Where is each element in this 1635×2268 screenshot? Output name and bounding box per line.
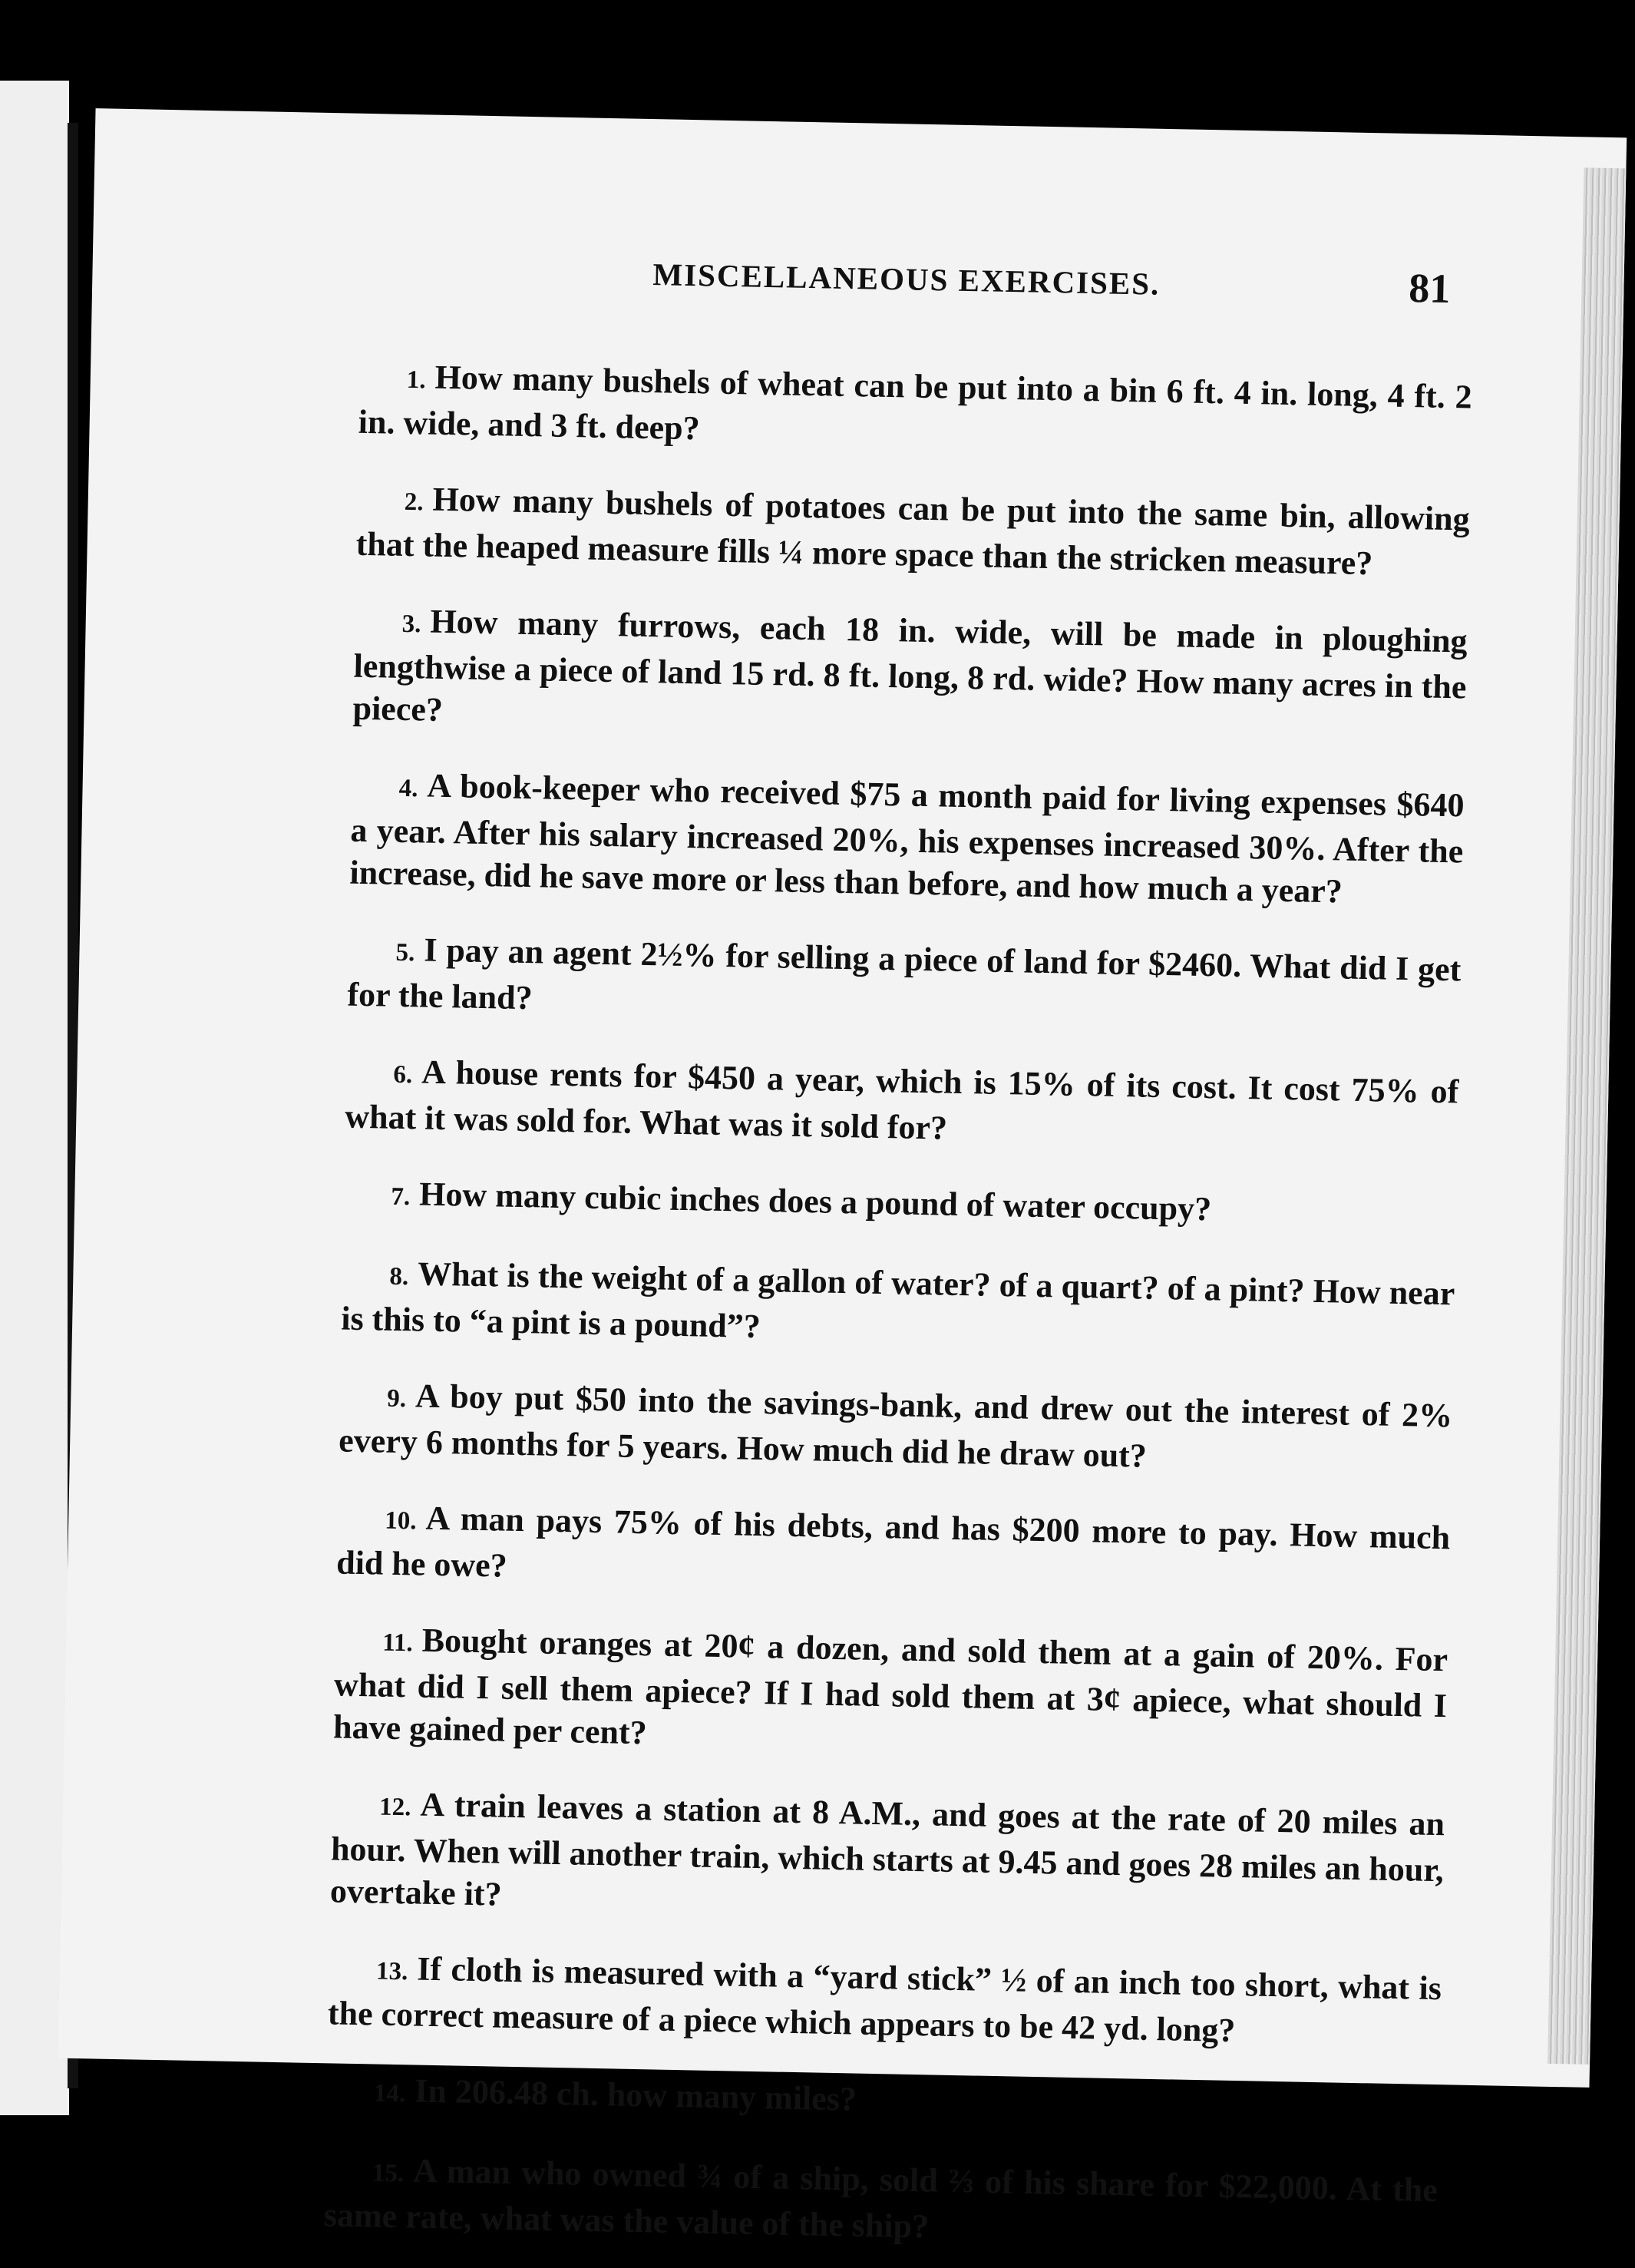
- exercise-number: 12.: [378, 1793, 411, 1822]
- exercise-item: [325, 2068, 1439, 2135]
- exercise-item: [352, 599, 1468, 751]
- book-page: [58, 108, 1627, 2246]
- exercise-item: [327, 1946, 1442, 2055]
- exercise-number: 3.: [401, 610, 421, 639]
- exercise-item: [355, 477, 1470, 587]
- exercise-item: [345, 1050, 1459, 1159]
- running-head: MISCELLANEOUS EXERCISES.: [652, 256, 1161, 302]
- exercise-number: 14.: [373, 2079, 406, 2108]
- exercise-text: How many bushels of potatoes can be put into the same bin, allowing that the heaped measure fills ¼ more space than the stricken measure?: [355, 480, 1471, 583]
- exercise-text: A boy put $50 into the savings-bank, and drew out the interest of 2% every 6 months for 5 years. How much did he draw out?: [338, 1377, 1453, 1475]
- exercise-list: [323, 321, 1473, 2265]
- exercise-number: 6.: [393, 1060, 413, 1089]
- exercise-number: 15.: [372, 2159, 405, 2188]
- exercise-text: How many cubic inches does a pound of water occupy?: [418, 1175, 1212, 1228]
- exercise-text: If cloth is measured with a “yard stick” ½ of an inch too short, what is the correct measure of a piece which appears to be 42 yd. long?: [327, 1949, 1442, 2050]
- exercise-number: 2.: [404, 488, 424, 517]
- exercise-number: 7.: [391, 1182, 411, 1212]
- exercise-item: [333, 1617, 1448, 1769]
- exercise-item: [347, 927, 1462, 1037]
- exercise-item: [336, 1495, 1451, 1605]
- exercise-text: A man who owned ¾ of a ship, sold ⅔ of his share for $22,000. At the same rate, what was the value of the ship?: [323, 2151, 1438, 2246]
- exercise-text: What is the weight of a gallon of water? of a quart? of a pint? How near is this to “a pint is a pound”?: [340, 1255, 1455, 1346]
- exercise-number: 13.: [375, 1957, 408, 1986]
- exercise-number: 5.: [395, 938, 415, 967]
- exercise-number: 8.: [389, 1262, 409, 1291]
- exercise-item: [323, 2147, 1438, 2257]
- exercise-item: [343, 1172, 1457, 1239]
- page-header: [92, 245, 1498, 318]
- exercise-item: [349, 763, 1465, 915]
- exercise-text: In 206.48 ch. how many miles?: [414, 2071, 857, 2118]
- exercise-text: How many furrows, each 18 in. wide, will be made in ploughing lengthwise a piece of land 15 rd. 8 ft. long, 8 rd. wide? How many acres in the piece?: [352, 602, 1468, 729]
- exercise-item: [358, 355, 1472, 465]
- exercise-text: A house rents for $450 a year, which is 15% of its cost. It cost 75% of what it was sold for. What was it sold for?: [344, 1053, 1459, 1147]
- exercise-text: Bought oranges at 20¢ a dozen, and sold them at a gain of 20%. For what did I sell them apiece? If I had sold them at 3¢ apiece, what should I have gained per cent?: [332, 1621, 1448, 1752]
- facing-page-edge: [0, 81, 69, 2115]
- exercise-number: 1.: [406, 365, 426, 395]
- exercise-text: A man pays 75% of his debts, and has $200 more to pay. How much did he owe?: [335, 1499, 1451, 1585]
- exercise-text: I pay an agent 2½% for selling a piece of land for $2460. What did I get for the land?: [347, 931, 1462, 1017]
- exercise-number: 4.: [398, 774, 418, 803]
- page-number: 81: [1408, 264, 1451, 312]
- page-edges: [1547, 167, 1626, 2065]
- exercise-number: 9.: [387, 1384, 407, 1413]
- exercise-number: 10.: [384, 1506, 417, 1536]
- exercise-item: [339, 1374, 1453, 1483]
- exercise-text: A train leaves a station at 8 A.M., and goes at the rate of 20 miles an hour. When will another train, which starts at 9.45 and goes 28 miles an hour, overtake it?: [329, 1785, 1445, 1913]
- exercise-text: How many bushels of wheat can be put into a bin 6 ft. 4 in. long, 4 ft. 2 in. wide, and 3 ft. deep?: [358, 358, 1473, 448]
- exercise-item: [330, 1781, 1445, 1933]
- exercise-text: A book-keeper who received $75 a month paid for living expenses $640 a year. After his salary increased 20%, his expenses increased 30%. After the increase, did he save more or less than before, and how much a year?: [349, 766, 1465, 911]
- exercise-item: [341, 1251, 1455, 1361]
- exercise-number: 11.: [382, 1628, 414, 1658]
